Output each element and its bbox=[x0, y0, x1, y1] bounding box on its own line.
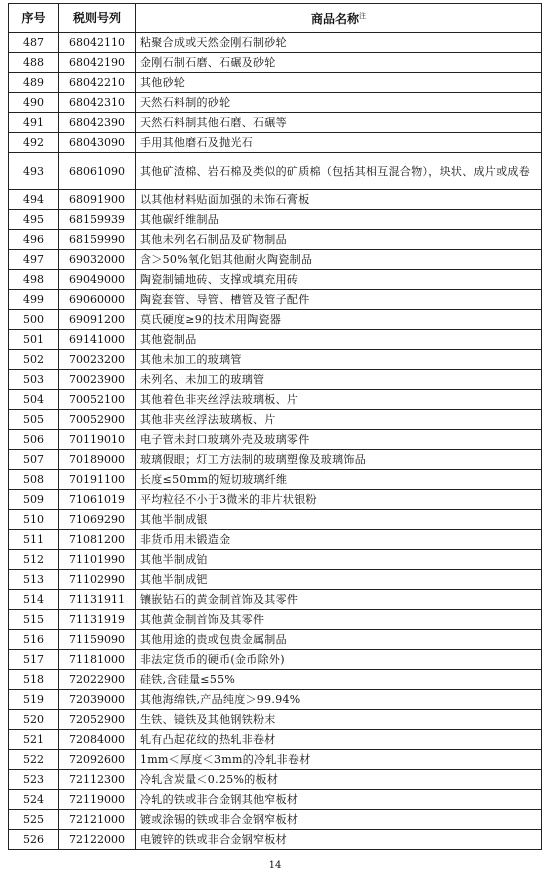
row-seq: 490 bbox=[9, 93, 59, 113]
row-code: 68159990 bbox=[59, 230, 136, 250]
row-desc: 非货币用未锻造金 bbox=[136, 530, 542, 550]
row-code: 68042210 bbox=[59, 73, 136, 93]
row-seq: 494 bbox=[9, 190, 59, 210]
row-code: 69032000 bbox=[59, 250, 136, 270]
row-desc: 长度≤50mm的短切玻璃纤维 bbox=[136, 470, 542, 490]
row-code: 69049000 bbox=[59, 270, 136, 290]
row-desc: 其他未列名石制品及矿物制品 bbox=[136, 230, 542, 250]
table-row bbox=[9, 610, 542, 630]
table-row bbox=[9, 250, 542, 270]
table-row bbox=[9, 450, 542, 470]
row-code: 68042110 bbox=[59, 33, 136, 53]
row-seq: 509 bbox=[9, 490, 59, 510]
row-seq: 506 bbox=[9, 430, 59, 450]
row-seq: 497 bbox=[9, 250, 59, 270]
table-row bbox=[9, 810, 542, 830]
row-seq: 513 bbox=[9, 570, 59, 590]
table-row bbox=[9, 630, 542, 650]
table-row bbox=[9, 770, 542, 790]
row-seq: 501 bbox=[9, 330, 59, 350]
row-seq: 517 bbox=[9, 650, 59, 670]
table-row bbox=[9, 350, 542, 370]
row-seq: 519 bbox=[9, 690, 59, 710]
row-code: 70119010 bbox=[59, 430, 136, 450]
row-code: 71101990 bbox=[59, 550, 136, 570]
row-desc: 含＞50%氧化铝其他耐火陶瓷制品 bbox=[136, 250, 542, 270]
table-row bbox=[9, 410, 542, 430]
row-code: 70023200 bbox=[59, 350, 136, 370]
table-row bbox=[9, 690, 542, 710]
row-seq: 524 bbox=[9, 790, 59, 810]
row-code: 70052900 bbox=[59, 410, 136, 430]
row-desc: 其他半制成银 bbox=[136, 510, 542, 530]
row-seq: 500 bbox=[9, 310, 59, 330]
row-code: 69141000 bbox=[59, 330, 136, 350]
table-header-row bbox=[9, 4, 542, 33]
row-desc: 天然石料制其他石磨、石碾等 bbox=[136, 113, 542, 133]
row-desc: 其他半制成铂 bbox=[136, 550, 542, 570]
row-seq: 516 bbox=[9, 630, 59, 650]
row-seq: 488 bbox=[9, 53, 59, 73]
row-desc: 1mm＜厚度＜3mm的冷轧非卷材 bbox=[136, 750, 542, 770]
header-desc bbox=[136, 4, 542, 33]
row-code: 70052100 bbox=[59, 390, 136, 410]
row-seq: 502 bbox=[9, 350, 59, 370]
row-desc: 生铁、镜铁及其他钢铁粉末 bbox=[136, 710, 542, 730]
row-code: 68043090 bbox=[59, 133, 136, 153]
row-desc: 冷轧的铁或非合金钢其他窄板材 bbox=[136, 790, 542, 810]
table-row bbox=[9, 830, 542, 850]
row-desc: 其他瓷制品 bbox=[136, 330, 542, 350]
row-desc: 其他黄金制首饰及其零件 bbox=[136, 610, 542, 630]
row-desc: 其他非夹丝浮法玻璃板、片 bbox=[136, 410, 542, 430]
table-row bbox=[9, 790, 542, 810]
table-body bbox=[9, 33, 542, 850]
row-seq: 504 bbox=[9, 390, 59, 410]
row-seq: 489 bbox=[9, 73, 59, 93]
row-code: 70023900 bbox=[59, 370, 136, 390]
table-row bbox=[9, 230, 542, 250]
row-code: 68042190 bbox=[59, 53, 136, 73]
row-desc: 电镀锌的铁或非合金钢窄板材 bbox=[136, 830, 542, 850]
table-row bbox=[9, 510, 542, 530]
row-seq: 514 bbox=[9, 590, 59, 610]
row-seq: 487 bbox=[9, 33, 59, 53]
row-code: 72121000 bbox=[59, 810, 136, 830]
header-note-mark: 注 bbox=[359, 12, 366, 20]
row-code: 72122000 bbox=[59, 830, 136, 850]
row-desc: 其他半制成钯 bbox=[136, 570, 542, 590]
row-desc: 其他矿渣棉、岩石棉及类似的矿质棉（包括其相互混合物），块状、成片或成卷 bbox=[136, 153, 542, 190]
row-seq: 518 bbox=[9, 670, 59, 690]
row-code: 71069290 bbox=[59, 510, 136, 530]
tariff-table bbox=[8, 3, 542, 850]
row-seq: 515 bbox=[9, 610, 59, 630]
row-desc: 粘聚合成或天然金刚石制砂轮 bbox=[136, 33, 542, 53]
table-row bbox=[9, 73, 542, 93]
row-code: 70191100 bbox=[59, 470, 136, 490]
row-seq: 526 bbox=[9, 830, 59, 850]
row-code: 72119000 bbox=[59, 790, 136, 810]
row-code: 72052900 bbox=[59, 710, 136, 730]
row-seq: 523 bbox=[9, 770, 59, 790]
row-seq: 495 bbox=[9, 210, 59, 230]
row-code: 72039000 bbox=[59, 690, 136, 710]
row-seq: 491 bbox=[9, 113, 59, 133]
table-row bbox=[9, 470, 542, 490]
table-row bbox=[9, 310, 542, 330]
row-code: 71061019 bbox=[59, 490, 136, 510]
row-code: 68091900 bbox=[59, 190, 136, 210]
row-desc: 其他用途的贵或包贵金属制品 bbox=[136, 630, 542, 650]
row-code: 68159939 bbox=[59, 210, 136, 230]
table-row bbox=[9, 133, 542, 153]
table-row bbox=[9, 190, 542, 210]
row-code: 68061090 bbox=[59, 153, 136, 190]
row-seq: 492 bbox=[9, 133, 59, 153]
row-seq: 511 bbox=[9, 530, 59, 550]
header-desc-label: 商品名称 bbox=[310, 12, 359, 26]
table-row bbox=[9, 430, 542, 450]
row-desc: 陶瓷制铺地砖、支撑或填充用砖 bbox=[136, 270, 542, 290]
row-seq: 493 bbox=[9, 153, 59, 190]
table-row bbox=[9, 370, 542, 390]
row-desc: 冷轧含炭量＜0.25%的板材 bbox=[136, 770, 542, 790]
row-seq: 525 bbox=[9, 810, 59, 830]
row-desc: 莫氏硬度≥9的技术用陶瓷器 bbox=[136, 310, 542, 330]
row-seq: 510 bbox=[9, 510, 59, 530]
row-seq: 505 bbox=[9, 410, 59, 430]
row-desc: 天然石料制的砂轮 bbox=[136, 93, 542, 113]
table-row bbox=[9, 650, 542, 670]
row-code: 69091200 bbox=[59, 310, 136, 330]
row-desc: 电子管未封口玻璃外壳及玻璃零件 bbox=[136, 430, 542, 450]
table-row bbox=[9, 490, 542, 510]
row-desc: 玻璃假眼；灯工方法制的玻璃塑像及玻璃饰品 bbox=[136, 450, 542, 470]
row-desc: 未列名、未加工的玻璃管 bbox=[136, 370, 542, 390]
table-row bbox=[9, 550, 542, 570]
table-row bbox=[9, 590, 542, 610]
table-row bbox=[9, 750, 542, 770]
row-desc: 镶嵌钻石的黄金制首饰及其零件 bbox=[136, 590, 542, 610]
table-row bbox=[9, 570, 542, 590]
row-seq: 498 bbox=[9, 270, 59, 290]
row-code: 69060000 bbox=[59, 290, 136, 310]
table-row bbox=[9, 330, 542, 350]
row-code: 71181000 bbox=[59, 650, 136, 670]
row-code: 68042310 bbox=[59, 93, 136, 113]
row-desc: 平均粒径不小于3微米的非片状银粉 bbox=[136, 490, 542, 510]
row-code: 72092600 bbox=[59, 750, 136, 770]
row-seq: 512 bbox=[9, 550, 59, 570]
row-seq: 499 bbox=[9, 290, 59, 310]
row-code: 68042390 bbox=[59, 113, 136, 133]
table-row bbox=[9, 93, 542, 113]
row-desc: 其他海绵铁,产品纯度＞99.94% bbox=[136, 690, 542, 710]
row-seq: 508 bbox=[9, 470, 59, 490]
row-seq: 507 bbox=[9, 450, 59, 470]
table-row bbox=[9, 153, 542, 190]
row-code: 71131919 bbox=[59, 610, 136, 630]
table-row bbox=[9, 670, 542, 690]
row-desc: 其他砂轮 bbox=[136, 73, 542, 93]
header-code: 税则号列 bbox=[59, 4, 136, 33]
row-code: 71102990 bbox=[59, 570, 136, 590]
row-code: 71131911 bbox=[59, 590, 136, 610]
row-desc: 硅铁,含硅量≤55% bbox=[136, 670, 542, 690]
row-desc: 以其他材料贴面加强的未饰石膏板 bbox=[136, 190, 542, 210]
row-desc: 金刚石制石磨、石碾及砂轮 bbox=[136, 53, 542, 73]
table-row bbox=[9, 113, 542, 133]
row-seq: 503 bbox=[9, 370, 59, 390]
row-desc: 其他着色非夹丝浮法玻璃板、片 bbox=[136, 390, 542, 410]
table-row bbox=[9, 290, 542, 310]
table-row bbox=[9, 730, 542, 750]
row-seq: 496 bbox=[9, 230, 59, 250]
row-code: 72022900 bbox=[59, 670, 136, 690]
table-row bbox=[9, 530, 542, 550]
row-seq: 522 bbox=[9, 750, 59, 770]
row-desc: 其他未加工的玻璃管 bbox=[136, 350, 542, 370]
row-code: 71159090 bbox=[59, 630, 136, 650]
row-desc: 手用其他磨石及抛光石 bbox=[136, 133, 542, 153]
page-number: 14 bbox=[268, 860, 282, 871]
row-code: 72112300 bbox=[59, 770, 136, 790]
table-row bbox=[9, 210, 542, 230]
row-seq: 521 bbox=[9, 730, 59, 750]
row-desc: 非法定货币的硬币(金币除外) bbox=[136, 650, 542, 670]
table-row bbox=[9, 270, 542, 290]
table-row bbox=[9, 33, 542, 53]
table-row bbox=[9, 710, 542, 730]
row-code: 71081200 bbox=[59, 530, 136, 550]
row-code: 72084000 bbox=[59, 730, 136, 750]
row-desc: 陶瓷套管、导管、槽管及管子配件 bbox=[136, 290, 542, 310]
header-seq: 序号 bbox=[9, 4, 59, 33]
table-row bbox=[9, 390, 542, 410]
table-row bbox=[9, 53, 542, 73]
row-seq: 520 bbox=[9, 710, 59, 730]
row-desc: 其他碳纤维制品 bbox=[136, 210, 542, 230]
row-desc: 轧有凸起花纹的热轧非卷材 bbox=[136, 730, 542, 750]
row-desc: 镀或涂锡的铁或非合金钢窄板材 bbox=[136, 810, 542, 830]
row-code: 70189000 bbox=[59, 450, 136, 470]
